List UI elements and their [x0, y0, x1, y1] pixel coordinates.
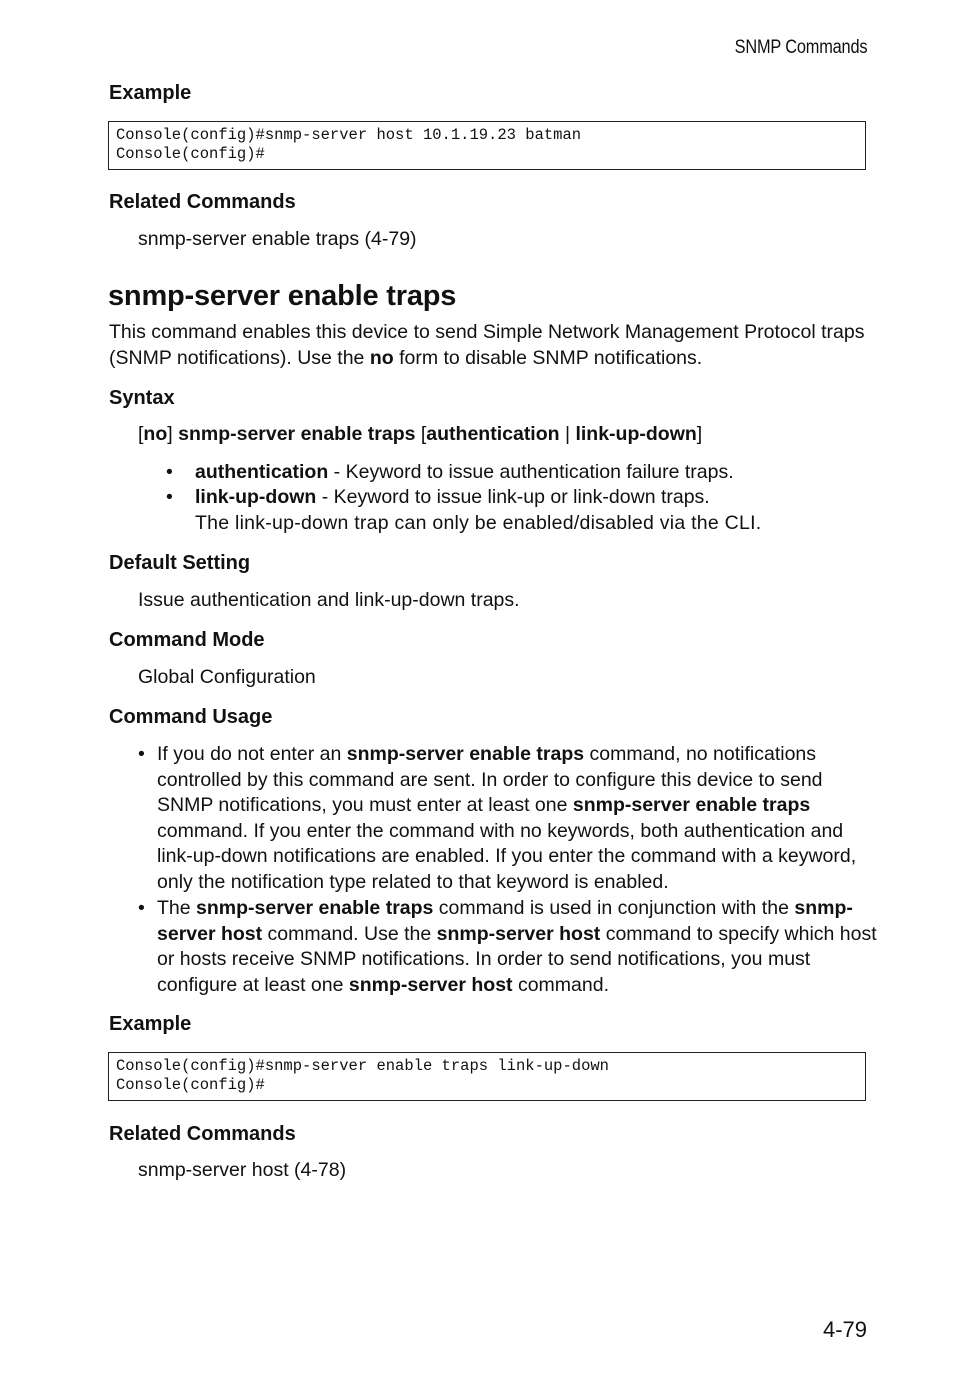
syntax-heading: Syntax: [109, 387, 175, 409]
code-line: Console(config)#: [116, 1076, 265, 1094]
related-command-link[interactable]: snmp-server host (4-78): [138, 1159, 347, 1181]
usage-bold: snmp-server host: [436, 922, 601, 945]
syntax-note: The link-up-down trap can only be enabled/disabled via the CLI.: [195, 512, 762, 534]
default-setting-text: Issue authentication and link-up-down traps.: [138, 589, 520, 611]
bracket: [: [420, 423, 427, 445]
usage-text: The: [157, 897, 197, 919]
bullet-icon: •: [138, 897, 145, 919]
syntax-item: [195, 485, 875, 511]
example-heading: Example: [109, 82, 192, 104]
usage-text: command is used in conjunction with the: [433, 897, 795, 919]
bracket: [: [138, 423, 144, 445]
related-commands-heading: Related Commands: [109, 1123, 296, 1145]
code-line: Console(config)#snmp-server host 10.1.19.23 batman: [116, 126, 582, 144]
keyword-desc: - Keyword to issue link-up or link-down traps.: [316, 486, 710, 508]
syntax-option: link-up-down: [575, 423, 697, 445]
default-setting-heading: Default Setting: [109, 552, 251, 574]
example-heading: Example: [109, 1013, 192, 1035]
usage-text: If you do not enter an: [157, 743, 347, 765]
syntax-line: [138, 422, 702, 448]
command-mode-text: Global Configuration: [138, 666, 316, 688]
keyword: authentication: [195, 461, 329, 483]
intro-bold: no: [369, 346, 394, 369]
usage-bold: snmp-server host: [348, 973, 513, 996]
keyword-desc: - Keyword to issue authentication failure traps.: [328, 461, 734, 483]
command-mode-heading: Command Mode: [109, 629, 265, 651]
syntax-option: authentication: [426, 423, 560, 445]
usage-item: [157, 742, 877, 895]
usage-bold: snmp-server host: [157, 897, 853, 945]
usage-text: command, no notifications controlled by this command are sent. In order to configure this device to send SNMP notifications, you must enter at least one: [157, 743, 823, 816]
running-head: SNMP Commands: [734, 37, 867, 58]
usage-text: command. If you enter the command with no keywords, both authentication and link-up-down notifications are enabled. If you enter the command with a keyword, only the notification type related to that keyword is enabled.: [157, 819, 857, 893]
syntax-no: no: [143, 423, 168, 445]
syntax-item: [195, 460, 875, 486]
page-number: 4-79: [822, 1317, 867, 1342]
bullet-icon: •: [166, 486, 173, 508]
intro-text: form to disable SNMP notifications.: [393, 346, 703, 369]
intro-paragraph: [109, 320, 869, 371]
syntax-command: snmp-server enable traps: [178, 423, 416, 445]
section-title: snmp-server enable traps: [108, 280, 457, 312]
code-line: Console(config)#: [116, 145, 265, 163]
usage-text: command.: [512, 973, 609, 996]
code-line: Console(config)#snmp-server enable traps link-up-down: [116, 1057, 609, 1075]
pipe: |: [559, 423, 576, 445]
related-command-link[interactable]: snmp-server enable traps (4-79): [138, 228, 417, 250]
usage-item: [157, 896, 877, 998]
usage-bold: snmp-server enable traps: [572, 794, 811, 816]
usage-text: command. Use the: [262, 922, 437, 945]
usage-text: command to specify which host or hosts receive SNMP notifications. In order to send notifications, you must configure at least one: [157, 922, 877, 996]
code-block: [108, 121, 866, 170]
bullet-icon: •: [138, 743, 145, 765]
related-commands-heading: Related Commands: [109, 191, 296, 213]
code-block: [108, 1052, 866, 1101]
usage-bold: snmp-server enable traps: [346, 743, 585, 765]
bullet-icon: •: [166, 461, 173, 483]
command-usage-heading: Command Usage: [109, 706, 273, 728]
usage-bold: snmp-server enable traps: [196, 897, 434, 919]
intro-text: This command enables this device to send Simple Network Management Protocol traps (SNMP notifications). Use the: [109, 321, 865, 369]
bracket: ]: [167, 423, 173, 445]
keyword: link-up-down: [195, 486, 317, 508]
bracket: ]: [696, 423, 703, 445]
